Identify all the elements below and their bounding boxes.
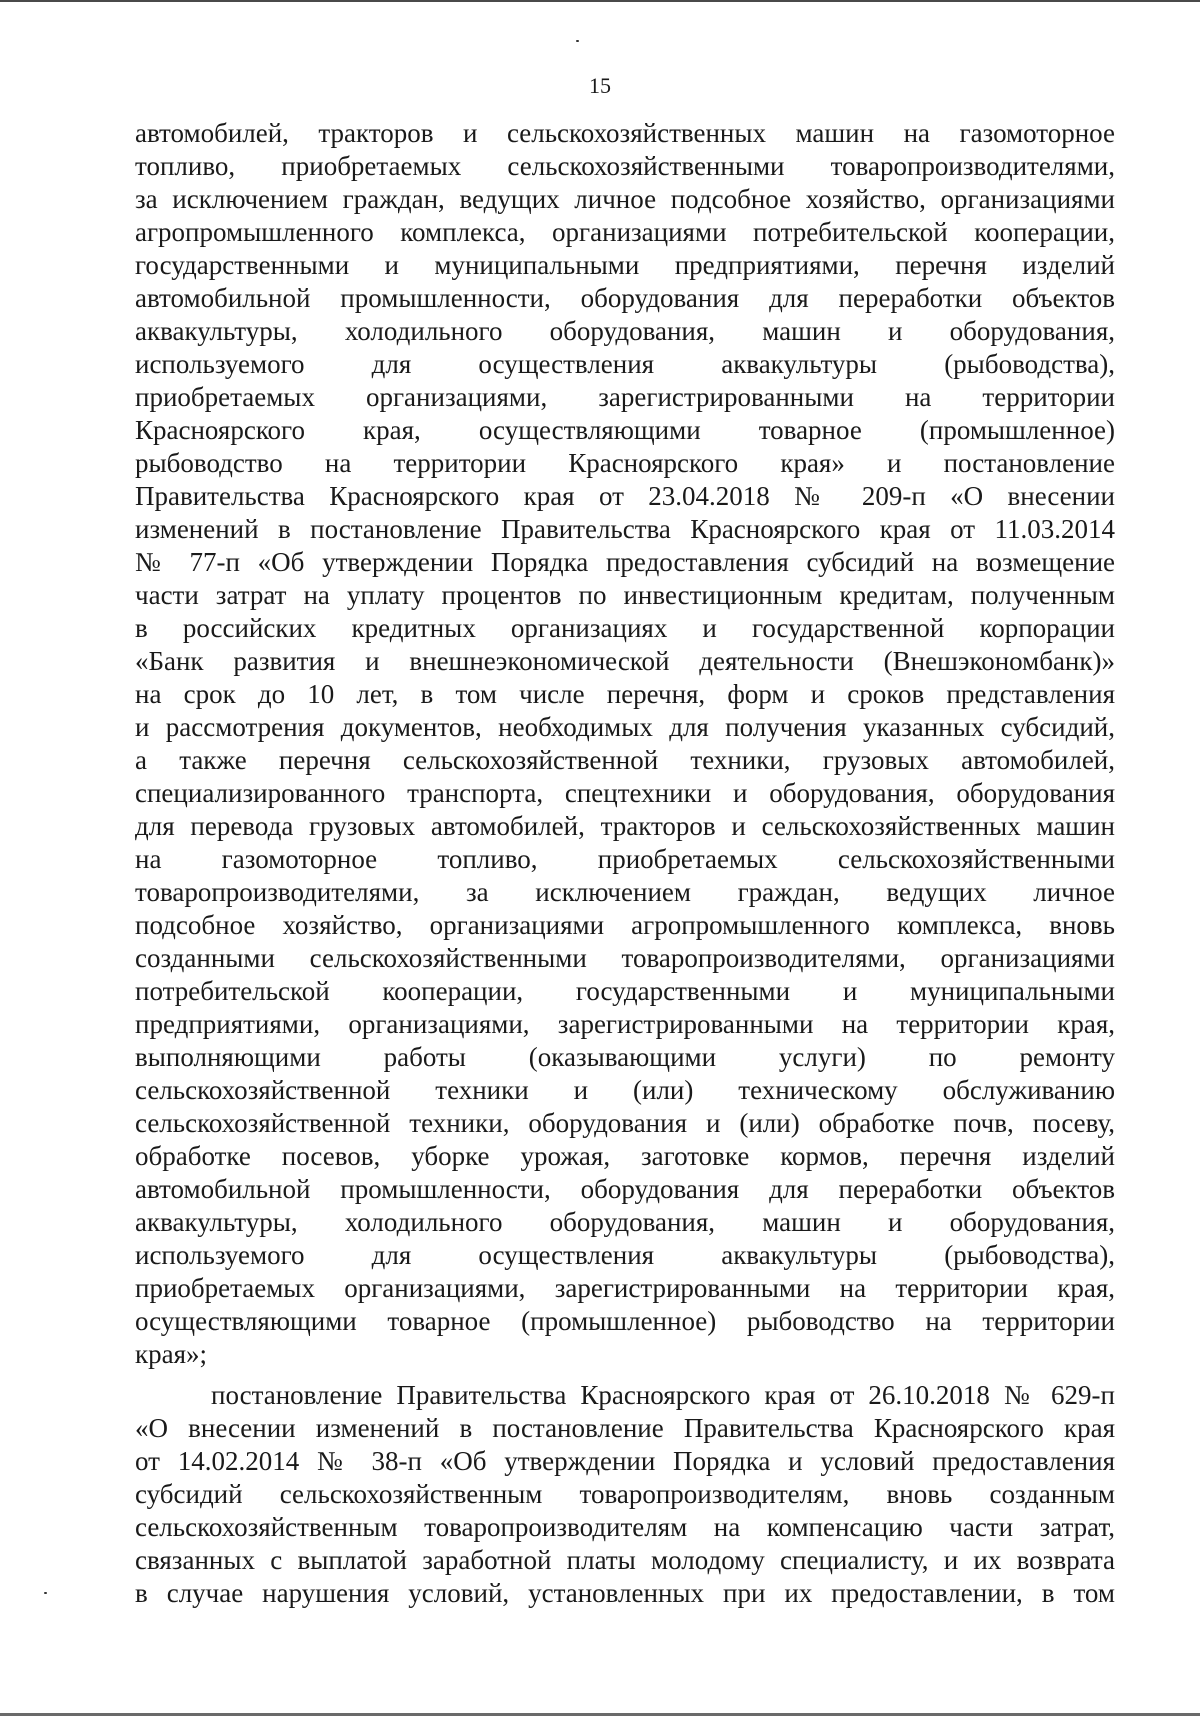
text-line: «Банк развития и внешнеэкономической деятельности (Внешэкономбанк)» bbox=[135, 646, 1115, 676]
text-line: на газомоторное топливо, приобретаемых сельскохозяйственными bbox=[135, 844, 1115, 874]
text-line: используемого для осуществления аквакультуры (рыбоводства), bbox=[135, 1240, 1115, 1270]
text-line: товаропроизводителями, за исключением граждан, ведущих личное bbox=[135, 877, 1115, 907]
text-line: а также перечня сельскохозяйственной техники, грузовых автомобилей, bbox=[135, 745, 1115, 775]
text-line: используемого для осуществления аквакультуры (рыбоводства), bbox=[135, 349, 1115, 379]
text-line: аквакультуры, холодильного оборудования, машин и оборудования, bbox=[135, 316, 1115, 346]
text-line: выполняющими работы (оказывающими услуги) по ремонту bbox=[135, 1042, 1115, 1072]
paragraph-2 bbox=[135, 1379, 1115, 1610]
text-line: для перевода грузовых автомобилей, тракторов и сельскохозяйственных машин bbox=[135, 811, 1115, 841]
text-line: связанных с выплатой заработной платы молодому специалисту, и их возврата bbox=[135, 1545, 1115, 1575]
text-line: созданными сельскохозяйственными товаропроизводителями, организациями bbox=[135, 943, 1115, 973]
text-line: постановление Правительства Красноярского края от 26.10.2018 № 629-п bbox=[211, 1380, 1115, 1410]
text-line: от 14.02.2014 № 38-п «Об утверждении Порядка и условий предоставления bbox=[135, 1446, 1115, 1476]
text-line: субсидий сельскохозяйственным товаропроизводителям, вновь созданным bbox=[135, 1479, 1115, 1509]
text-line: потребительской кооперации, государственными и муниципальными bbox=[135, 976, 1115, 1006]
text-line: автомобилей, тракторов и сельскохозяйственных машин на газомоторное bbox=[135, 118, 1115, 148]
text-line: автомобильной промышленности, оборудования для переработки объектов bbox=[135, 1174, 1115, 1204]
text-line: в случае нарушения условий, установленных при их предоставлении, в том bbox=[135, 1578, 1115, 1608]
text-line: топливо, приобретаемых сельскохозяйственными товаропроизводителями, bbox=[135, 151, 1115, 181]
page-number: 15 bbox=[589, 73, 611, 98]
text-line: специализированного транспорта, спецтехники и оборудования, оборудования bbox=[135, 778, 1115, 808]
text-line: приобретаемых организациями, зарегистрированными на территории края, bbox=[135, 1273, 1115, 1303]
text-line: агропромышленного комплекса, организациями потребительской кооперации, bbox=[135, 217, 1115, 247]
text-line: аквакультуры, холодильного оборудования, машин и оборудования, bbox=[135, 1207, 1115, 1237]
text-line: осуществляющими товарное (промышленное) рыбоводство на территории bbox=[135, 1306, 1115, 1336]
text-line: на срок до 10 лет, в том числе перечня, форм и сроков представления bbox=[135, 679, 1115, 709]
text-line: предприятиями, организациями, зарегистрированными на территории края, bbox=[135, 1009, 1115, 1039]
scan-artifact-dot bbox=[44, 1592, 47, 1594]
text-line: подсобное хозяйство, организациями агропромышленного комплекса, вновь bbox=[135, 910, 1115, 940]
paragraph-1 bbox=[135, 117, 1115, 1371]
text-line: рыбоводство на территории Красноярского края» и постановление bbox=[135, 448, 1115, 478]
text-line: № 77-п «Об утверждении Порядка предоставления субсидий на возмещение bbox=[135, 547, 1115, 577]
text-line: за исключением граждан, ведущих личное подсобное хозяйство, организациями bbox=[135, 184, 1115, 214]
text-line: обработке посевов, уборке урожая, заготовке кормов, перечня изделий bbox=[135, 1141, 1115, 1171]
scan-artifact-dot bbox=[576, 40, 579, 42]
text-line: «О внесении изменений в постановление Правительства Красноярского края bbox=[135, 1413, 1115, 1443]
text-line: сельскохозяйственной техники и (или) техническому обслуживанию bbox=[135, 1075, 1115, 1105]
scan-bottom-border bbox=[0, 1713, 1200, 1716]
paragraph-spacing bbox=[135, 1371, 1115, 1379]
text-line: части затрат на уплату процентов по инвестиционным кредитам, полученным bbox=[135, 580, 1115, 610]
text-line: автомобильной промышленности, оборудования для переработки объектов bbox=[135, 283, 1115, 313]
document-body bbox=[135, 117, 1115, 1610]
scan-top-border bbox=[0, 0, 1200, 2]
text-line: государственными и муниципальными предприятиями, перечня изделий bbox=[135, 250, 1115, 280]
text-line: изменений в постановление Правительства Красноярского края от 11.03.2014 bbox=[135, 514, 1115, 544]
text-line: сельскохозяйственной техники, оборудования и (или) обработке почв, посеву, bbox=[135, 1108, 1115, 1138]
text-line: края»; bbox=[135, 1339, 208, 1369]
text-line: Правительства Красноярского края от 23.04.2018 № 209-п «О внесении bbox=[135, 481, 1115, 511]
text-line: сельскохозяйственным товаропроизводителям на компенсацию части затрат, bbox=[135, 1512, 1115, 1542]
text-line: Красноярского края, осуществляющими товарное (промышленное) bbox=[135, 415, 1115, 445]
text-line: и рассмотрения документов, необходимых для получения указанных субсидий, bbox=[135, 712, 1115, 742]
text-line: приобретаемых организациями, зарегистрированными на территории bbox=[135, 382, 1115, 412]
text-line: в российских кредитных организациях и государственной корпорации bbox=[135, 613, 1115, 643]
